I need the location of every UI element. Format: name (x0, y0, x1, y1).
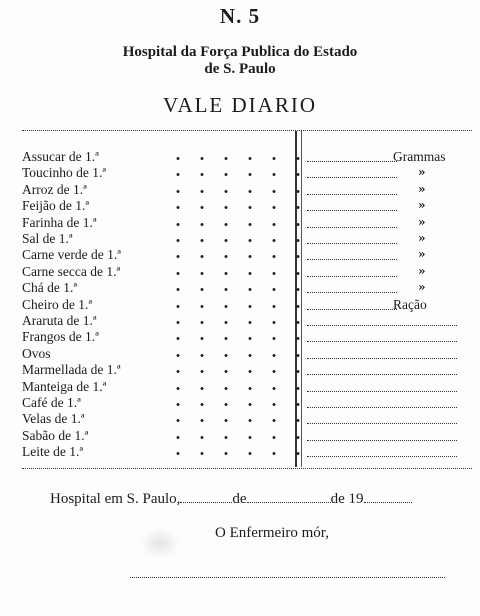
item-unit: » (418, 231, 426, 245)
item-row (22, 444, 462, 459)
item-label: Araruta de 1.ª (22, 313, 97, 328)
item-row (22, 182, 462, 197)
quantity-field[interactable] (307, 227, 397, 228)
leader-dots (162, 264, 312, 279)
leader-dots (162, 444, 312, 459)
item-row (22, 149, 462, 164)
leader-dots (162, 313, 312, 328)
document-title: VALE DIARIO (162, 93, 318, 117)
quantity-field[interactable] (307, 161, 397, 162)
item-row (22, 231, 462, 246)
quantity-field[interactable] (307, 243, 397, 244)
quantity-field[interactable] (307, 391, 457, 392)
item-unit: » (418, 263, 426, 278)
quantity-field[interactable] (307, 358, 457, 359)
leader-dots (162, 231, 312, 246)
leader-dots (162, 247, 312, 262)
quantity-field[interactable] (307, 423, 457, 424)
leader-dots (162, 329, 312, 344)
item-label: Feijão de 1.ª (22, 198, 90, 214)
institution-line-2: de S. Paulo (204, 61, 276, 77)
leader-dots (162, 346, 312, 361)
signature-label: O Enfermeiro mór, (215, 525, 329, 541)
day-field[interactable] (180, 491, 232, 503)
quantity-field[interactable] (307, 276, 397, 277)
quantity-field[interactable] (307, 194, 397, 195)
quantity-field[interactable] (307, 341, 457, 342)
item-unit: Grammas (393, 149, 446, 164)
item-row (22, 346, 462, 361)
item-label: Marmellada de 1.ª (22, 362, 121, 378)
footer-date-line (50, 491, 412, 508)
quantity-field[interactable] (307, 210, 397, 211)
item-label: Frangos de 1.ª (22, 329, 99, 345)
item-row (22, 280, 462, 295)
institution-line-1: Hospital da Força Publica do Estado (122, 44, 358, 60)
item-label: Chá de 1.ª (22, 280, 78, 296)
item-label: Sabão de 1.ª (22, 427, 89, 443)
leader-dots (162, 395, 312, 410)
item-unit: » (418, 280, 426, 295)
item-row (22, 379, 462, 394)
top-rule (22, 130, 472, 131)
quantity-field[interactable] (307, 309, 397, 310)
item-row (22, 247, 462, 262)
item-label: Arroz de 1.ª (22, 181, 87, 197)
quantity-field[interactable] (307, 374, 457, 375)
leader-dots (162, 198, 312, 213)
item-label: Farinha de 1.ª (22, 214, 97, 230)
item-row (22, 165, 462, 180)
item-label: Carne secca de 1.ª (22, 263, 121, 279)
document-number: N. 5 (219, 4, 261, 28)
item-unit: » (418, 198, 426, 213)
quantity-field[interactable] (307, 177, 397, 178)
quantity-field[interactable] (307, 259, 397, 260)
item-label: Manteiga de 1.ª (22, 378, 107, 394)
quantity-field[interactable] (307, 325, 457, 326)
item-label: Leite de 1.ª (22, 444, 84, 460)
year-field[interactable] (364, 491, 412, 503)
leader-dots (162, 280, 312, 295)
quantity-field[interactable] (307, 292, 397, 293)
bottom-rule (22, 468, 472, 469)
item-row (22, 313, 462, 328)
item-unit: Ração (393, 296, 427, 312)
quantity-field[interactable] (307, 440, 457, 441)
footer-de-2: de (330, 491, 345, 507)
item-unit: » (418, 181, 426, 196)
item-row (22, 198, 462, 213)
item-row (22, 329, 462, 344)
item-label: Sal de 1.ª (22, 231, 73, 246)
item-unit: » (418, 214, 426, 229)
month-field[interactable] (247, 491, 331, 503)
leader-dots (162, 411, 312, 426)
item-unit: » (418, 247, 426, 262)
footer-place: Hospital em S. Paulo, (50, 491, 181, 507)
item-row (22, 411, 462, 426)
item-label: Toucinho de 1.ª (22, 165, 107, 181)
item-label: Assucar de 1.ª (22, 149, 99, 164)
leader-dots (162, 165, 312, 180)
item-label: Cheiro de 1.ª (22, 296, 93, 312)
item-label: Ovos (22, 345, 51, 361)
leader-dots (162, 215, 312, 230)
item-label: Café de 1.ª (22, 395, 81, 410)
item-row (22, 297, 462, 312)
item-row (22, 428, 462, 443)
leader-dots (162, 428, 312, 443)
item-row (22, 362, 462, 377)
leader-dots (162, 379, 312, 394)
item-row (22, 395, 462, 410)
item-row (22, 264, 462, 279)
smudge (140, 528, 180, 558)
item-row (22, 215, 462, 230)
item-unit: » (418, 165, 426, 180)
leader-dots (162, 182, 312, 197)
quantity-field[interactable] (307, 407, 457, 408)
signature-line[interactable] (130, 577, 445, 578)
item-label: Carne verde de 1.ª (22, 247, 121, 263)
item-label: Velas de 1.ª (22, 411, 85, 427)
leader-dots (162, 362, 312, 377)
footer-de-1: de (232, 491, 247, 507)
leader-dots (162, 297, 312, 312)
quantity-field[interactable] (307, 456, 457, 457)
leader-dots (162, 149, 312, 164)
footer-year: 19 (348, 491, 364, 507)
